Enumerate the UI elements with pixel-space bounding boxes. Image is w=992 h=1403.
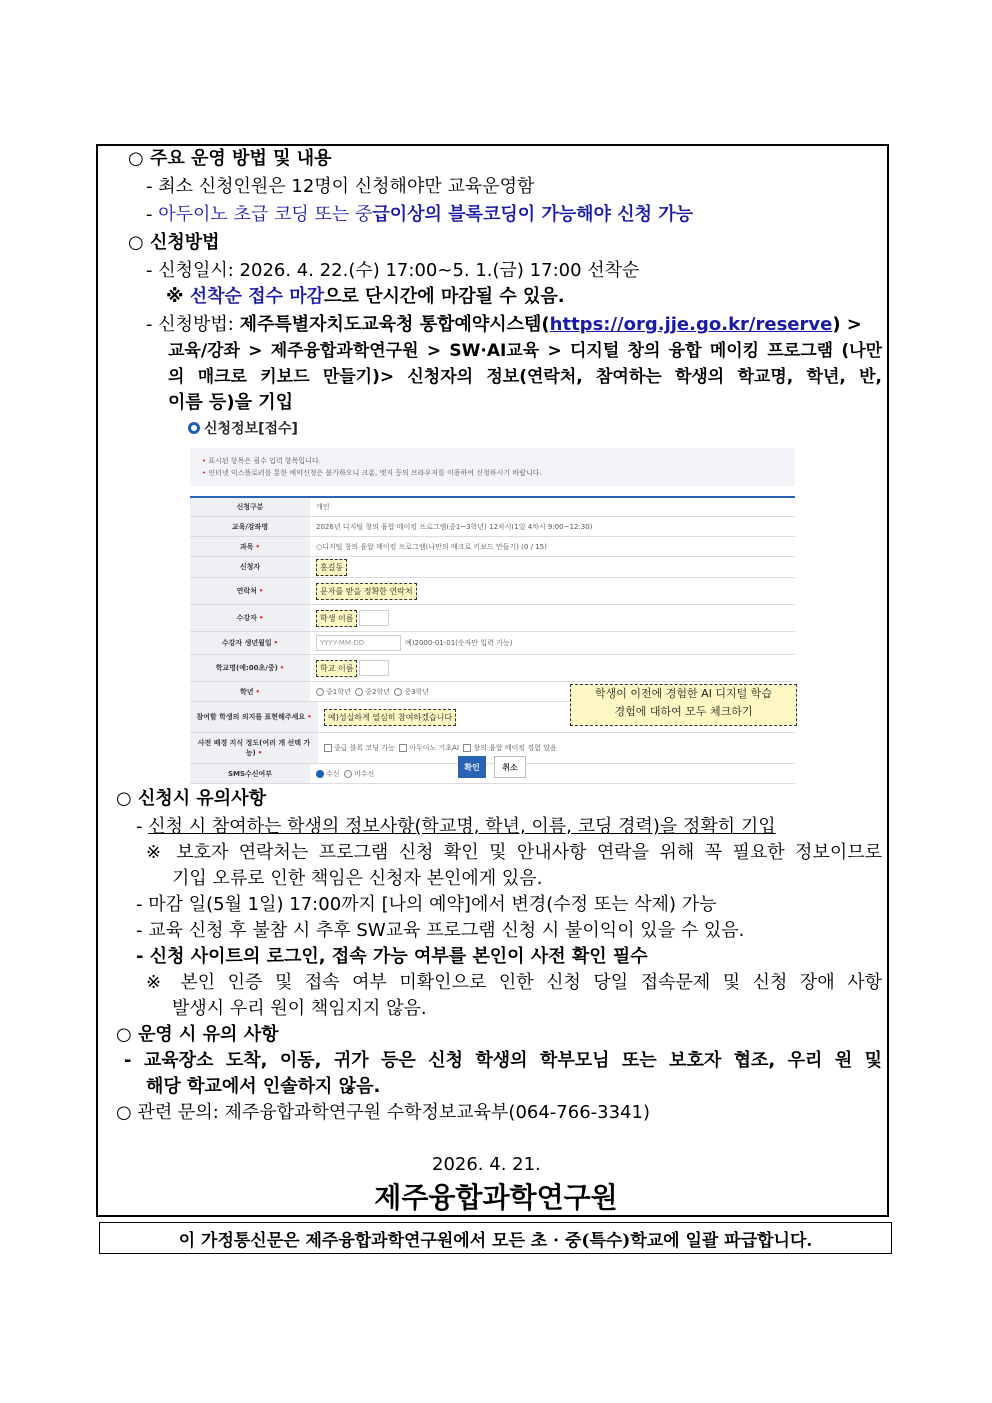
form-table <box>190 496 795 784</box>
row-label: 신청자 <box>190 557 310 577</box>
caution-line4: - 마감 일(5월 1일) 17:00까지 [나의 예약]에서 변경(수정 또는 삭제) 가능 <box>136 894 717 915</box>
contact-field[interactable]: 문자를 받을 정확한 연락처 <box>316 583 417 600</box>
birthdate-hint: 예)2000-01-01(숫자만 입력 가능) <box>405 639 513 647</box>
notice-browser: 인터넷 익스플로러를 통한 예약신청은 불가하오니 크롬, 엣지 등의 브라우저를 이용하여 신청하시기 바랍니다. <box>208 469 542 477</box>
caution-line3: 기입 오류로 인한 책임은 신청자 본인에게 있음. <box>172 868 543 889</box>
coding-requirement-text: - 아두이노 초급 코딩 또는 중급이상의 블록코딩이 가능해야 신청 가능 <box>146 204 694 225</box>
school-name-extra-input[interactable] <box>359 660 389 676</box>
confirm-button[interactable]: 확인 <box>458 756 486 778</box>
section-heading-operation: ○ 주요 운영 방법 및 내용 <box>128 148 332 169</box>
background-options <box>318 733 795 763</box>
grade-radio-1[interactable]: 중1학년 <box>316 687 351 697</box>
operation-note-line1: - 교육장소 도착, 이동, 귀가 등은 신청 학생의 학부모님 또는 보호자 협조, 우리 원 및 <box>124 1050 882 1071</box>
caution-line5: - 교육 신청 후 불참 시 추후 SW교육 프로그램 신청 시 불이익이 있을 수 있음. <box>136 920 745 941</box>
row-label: 교육/강좌명 <box>190 517 310 536</box>
application-form-screenshot <box>188 416 800 780</box>
form-title <box>188 418 298 438</box>
row-label: 학교명(예:00초/중) • <box>190 655 310 681</box>
operation-note-line2: 해당 학교에서 인솔하지 않음. <box>146 1076 381 1097</box>
apply-method-line3: 의 매크로 키보드 만들기)> 신청자의 정보(연락처, 참여하는 학생의 학교명, 학년, 반, <box>168 367 882 387</box>
apply-method-line2: 교육/강좌 > 제주융합과학연구원 > SW·AI교육 > 디지털 창의 융합 메이킹 프로그램 (나만 <box>168 341 882 361</box>
callout-line2: 경험에 대하여 모두 체크하기 <box>614 705 753 718</box>
first-come-note: ※ 선착순 접수 마감으로 단시간에 마감될 수 있음. <box>166 286 565 307</box>
experience-callout <box>570 684 797 726</box>
caution-line2: ※ 보호자 연락처는 프로그램 신청 확인 및 안내사항 연락을 위해 꼭 필요한 정보이므로 <box>146 842 882 863</box>
form-notice: • 표시된 항목은 필수 입력 항목입니다. • 인터넷 익스플로러를 통한 예약신청은 불가하오니 크롬, 엣지 등의 브라우저를 이용하여 신청하시기 바랍니다. <box>190 448 795 486</box>
caution-line1: - 신청 시 참여하는 학생의 정보사항(학교명, 학년, 이름, 코딩 경력)을 정확히 기입 <box>136 816 776 837</box>
caution-line8: 발생시 우리 원이 책임지지 않음. <box>172 998 427 1019</box>
table-row <box>190 537 795 557</box>
student-name-extra-input[interactable] <box>359 610 389 626</box>
sms-radio-no[interactable]: 미수신 <box>344 769 374 779</box>
table-row <box>190 632 795 655</box>
row-label: 수강자 • <box>190 605 310 631</box>
row-label: 수강자 생년월일 • <box>190 632 310 654</box>
apply-method-line4: 이름 등)을 기입 <box>168 392 294 413</box>
sms-radio-yes[interactable]: 수신 <box>316 769 340 779</box>
table-row <box>190 557 795 578</box>
cancel-button[interactable]: 취소 <box>494 756 526 778</box>
row-label: 사전 배경 지식 정도(여러 개 선택 가능) • <box>190 733 318 763</box>
issue-date: 2026. 4. 21. <box>432 1154 541 1175</box>
distribution-notice: 이 가정통신문은 제주융합과학연구원에서 모든 초 · 중(특수)학교에 일괄 파급합니다. <box>99 1222 892 1254</box>
grade-radio-3[interactable]: 중3학년 <box>394 687 429 697</box>
min-enrollment-text: - 최소 신청인원은 12명이 신청해야만 교육운영함 <box>146 176 535 197</box>
row-label: 학년 • <box>190 682 310 701</box>
grade-radio-2[interactable]: 중2학년 <box>355 687 390 697</box>
circle-bullet-icon <box>188 422 200 434</box>
caution-line6: - 신청 사이트의 로그인, 접속 가능 여부를 본인이 사전 확인 필수 <box>136 946 648 967</box>
apply-date-text: - 신청일시: 2026. 4. 22.(수) 17:00~5. 1.(금) 17:00 선착순 <box>146 260 640 281</box>
subject-option[interactable]: ○디지털 창의 융합 메이킹 프로그램(나만의 매크로 키보드 만들기) (0 / 15) <box>316 542 547 551</box>
table-row <box>190 578 795 605</box>
table-row <box>190 764 795 784</box>
apply-method-line1: - 신청방법: 제주특별자치도교육청 통합예약시스템(https://org.jje.go.kr/reserve) > <box>146 314 862 335</box>
table-row <box>190 517 795 537</box>
section-heading-operation-notes: ○ 운영 시 유의 사항 <box>116 1024 279 1045</box>
notice-required: 표시된 항목은 필수 입력 항목입니다. <box>208 457 321 465</box>
organization-name: 제주융합과학연구원 <box>374 1181 618 1214</box>
reserve-link[interactable]: https://org.jje.go.kr/reserve <box>549 314 833 335</box>
background-check-1[interactable]: 중급 블록 코딩 가능 <box>324 743 395 753</box>
applicant-name-field[interactable]: 홍길동 <box>316 559 347 576</box>
row-label: 과목 • <box>190 537 310 556</box>
background-check-3[interactable]: 창의 융합 메이킹 경험 있음 <box>463 743 556 753</box>
row-label: 신청구분 <box>190 498 310 516</box>
table-row <box>190 655 795 682</box>
table-row <box>190 605 795 632</box>
motivation-field[interactable]: 예)성실하게 열심히 참여하겠습니다 <box>324 709 456 726</box>
callout-line1: 학생이 이전에 경험한 AI 디지털 학습 <box>594 687 772 700</box>
caution-line7: ※ 본인 인증 및 접속 여부 미확인으로 인한 신청 당일 접속문제 및 신청 장애 사항 <box>146 972 882 993</box>
table-row <box>190 733 795 764</box>
student-name-field[interactable]: 학생 이름 <box>316 610 357 627</box>
table-row <box>190 498 795 517</box>
sms-options <box>310 764 795 783</box>
background-check-2[interactable]: 아두이노 기초AI <box>399 743 459 753</box>
section-heading-apply: ○ 신청방법 <box>128 232 220 253</box>
row-label: 참여할 학생의 의지를 표현해주세요 • <box>190 702 318 732</box>
row-label: SMS수신여부 <box>190 764 310 783</box>
school-name-field[interactable]: 학교 이름 <box>316 660 357 677</box>
form-title-text: 신청정보[접수] <box>204 421 298 437</box>
row-label: 연락처 • <box>190 578 310 604</box>
birthdate-input[interactable]: YYYY-MM-DD <box>316 635 401 651</box>
course-name-value: 2026년 디지털 창의 융합 메이킹 프로그램(중1~3학년) 12차시(1일 4차시 9:00~12:30) <box>316 522 593 531</box>
contact-info: ○ 관련 문의: 제주융합과학연구원 수학정보교육부(064-766-3341) <box>116 1102 650 1123</box>
section-heading-cautions: ○ 신청시 유의사항 <box>116 788 266 809</box>
apply-type-value: 개인 <box>316 503 330 511</box>
